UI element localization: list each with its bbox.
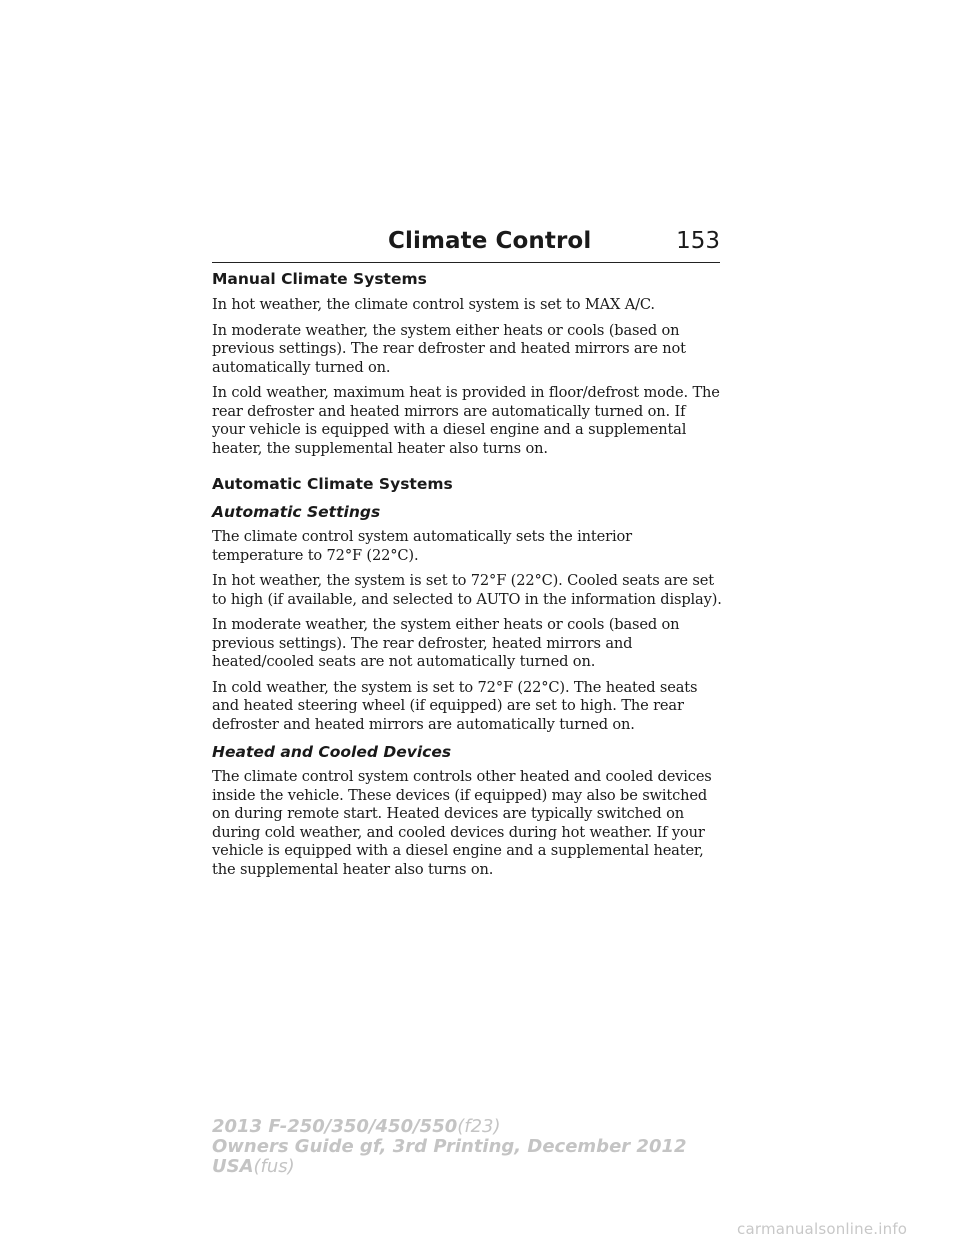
page-content <box>212 268 722 886</box>
paragraph: In hot weather, the system is set to 72°F (22°C). Cooled seats are set to high (if available, and selected to AUTO in the information display). <box>212 572 722 608</box>
document-footer <box>212 1117 687 1177</box>
footer-line-2: Owners Guide gf, 3rd Printing, December 2012 <box>212 1136 687 1157</box>
page-number: 153 <box>676 228 720 254</box>
paragraph: The climate control system controls other heated and cooled devices inside the vehicle. These devices (if equipped) may also be switched on during remote start. Heated devices are typically switched on during cold weather, and cooled devices during hot weather. If your vehicle is equipped with a diesel engine and a supplemental heater, the supplemental heater also turns on. <box>212 768 712 878</box>
footer-model: 2013 F-250/350/450/550 <box>212 1116 458 1137</box>
subheading-automatic-settings: Automatic Settings <box>212 503 381 521</box>
footer-line-1 <box>212 1117 687 1137</box>
watermark[interactable]: carmanualsonline.info <box>737 1220 908 1238</box>
paragraph: In cold weather, the system is set to 72°F (22°C). The heated seats and heated steering wheel (if equipped) are set to high. The rear defroster and heated mirrors are automatically turned on. <box>212 678 698 733</box>
section-heading-manual: Manual Climate Systems <box>212 270 427 288</box>
paragraph: In cold weather, maximum heat is provided in floor/defrost mode. The rear defroster and heated mirrors are automatically turned on. If your vehicle is equipped with a diesel engine and a supplemental heater, the supplemental heater also turns on. <box>212 384 720 457</box>
paragraph: The climate control system automatically sets the interior temperature to 72°F (22°C). <box>212 528 632 564</box>
paragraph: In moderate weather, the system either heats or cools (based on previous settings). The rear defroster and heated mirrors are not automatically turned on. <box>212 321 686 376</box>
footer-market-code: (fus) <box>253 1156 295 1177</box>
footer-market: USA <box>212 1156 254 1177</box>
footer-line-3 <box>212 1157 687 1177</box>
paragraph: In hot weather, the climate control system is set to MAX A/C. <box>212 296 655 313</box>
paragraph: In moderate weather, the system either heats or cools (based on previous settings). The rear defroster, heated mirrors and heated/cooled seats are not automatically turned on. <box>212 616 680 670</box>
page-header <box>212 228 720 263</box>
footer-model-code: (f23) <box>457 1116 501 1137</box>
subheading-heated-cooled-devices: Heated and Cooled Devices <box>212 743 452 761</box>
section-heading-automatic: Automatic Climate Systems <box>212 475 453 493</box>
page-title: Climate Control <box>388 228 592 254</box>
